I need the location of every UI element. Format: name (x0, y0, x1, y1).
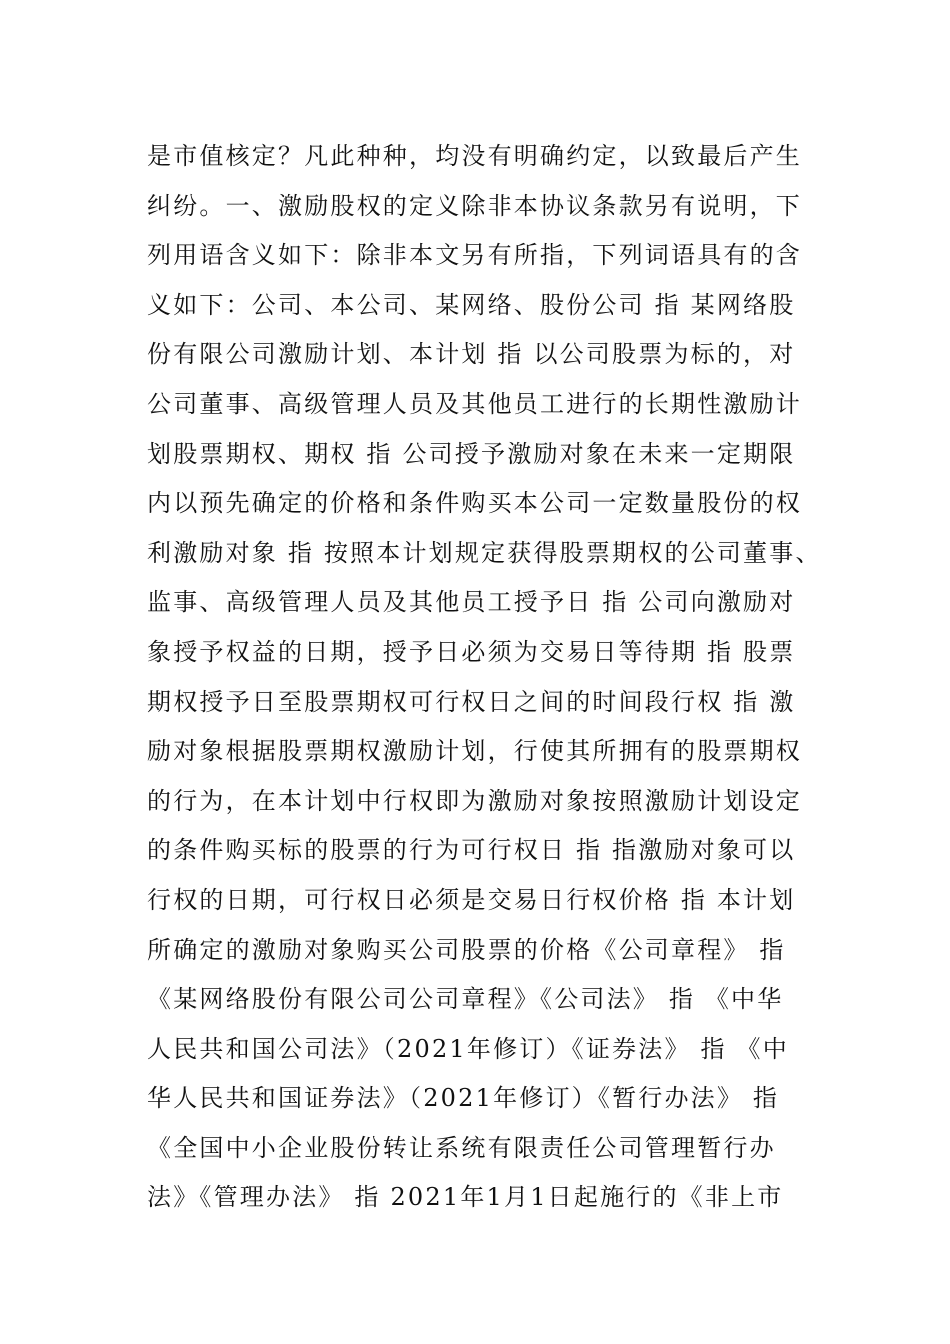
text-line-21: 《全国中小企业股份转让系统有限责任公司管理暂行办 (147, 1133, 776, 1162)
text-line-13: 励对象根据股票期权激励计划，行使其所拥有的股票期权 (147, 737, 802, 766)
text-line-3: 列用语含义如下：除非本文另有所指，下列词语具有的含 (147, 241, 802, 270)
text-line-4: 义如下：公司、本公司、某网络、股份公司 指 某网络股 (147, 290, 796, 319)
text-line-6: 公司董事、高级管理人员及其他员工进行的长期性激励计 (147, 389, 802, 418)
text-line-17: 所确定的激励对象购买公司股票的价格《公司章程》 指 (147, 935, 786, 964)
text-line-12: 期权授予日至股票期权可行权日之间的时间段行权 指 激 (147, 687, 796, 716)
text-line-16: 行权的日期，可行权日必须是交易日行权价格 指 本计划 (147, 885, 796, 914)
text-line-1: 是市值核定？凡此种种，均没有明确约定，以致最后产生 (147, 142, 802, 170)
text-line-14: 的行为，在本计划中行权即为激励对象按照激励计划设定 (147, 786, 802, 815)
text-line-8: 内以预先确定的价格和条件购买本公司一定数量股份的权 (147, 489, 802, 518)
text-line-22: 法》《管理办法》 指 2021年1月1日起施行的《非上市 (147, 1183, 784, 1212)
text-line-2: 纠纷。一、激励股权的定义除非本协议条款另有说明，下 (147, 191, 802, 220)
text-line-15: 的条件购买标的股票的行为可行权日 指 指激励对象可以 (147, 836, 796, 865)
text-line-10: 监事、高级管理人员及其他员工授予日 指 公司向激励对 (147, 588, 796, 617)
text-line-5: 份有限公司激励计划、本计划 指 以公司股票为标的，对 (147, 340, 796, 369)
text-line-20: 华人民共和国证券法》（2021年修订）《暂行办法》 指 (147, 1084, 780, 1113)
body-text (147, 132, 847, 1223)
text-line-19: 人民共和国公司法》（2021年修订）《证券法》 指 《中 (147, 1034, 789, 1063)
text-line-11: 象授予权益的日期，授予日必须为交易日等待期 指 股票 (147, 637, 796, 666)
text-line-18: 《某网络股份有限公司公司章程》《公司法》 指 《中华 (147, 985, 784, 1014)
text-line-7: 划股票期权、期权 指 公司授予激励对象在未来一定期限 (147, 439, 796, 468)
text-line-9: 利激励对象 指 按照本计划规定获得股票期权的公司董事、 (147, 538, 822, 567)
